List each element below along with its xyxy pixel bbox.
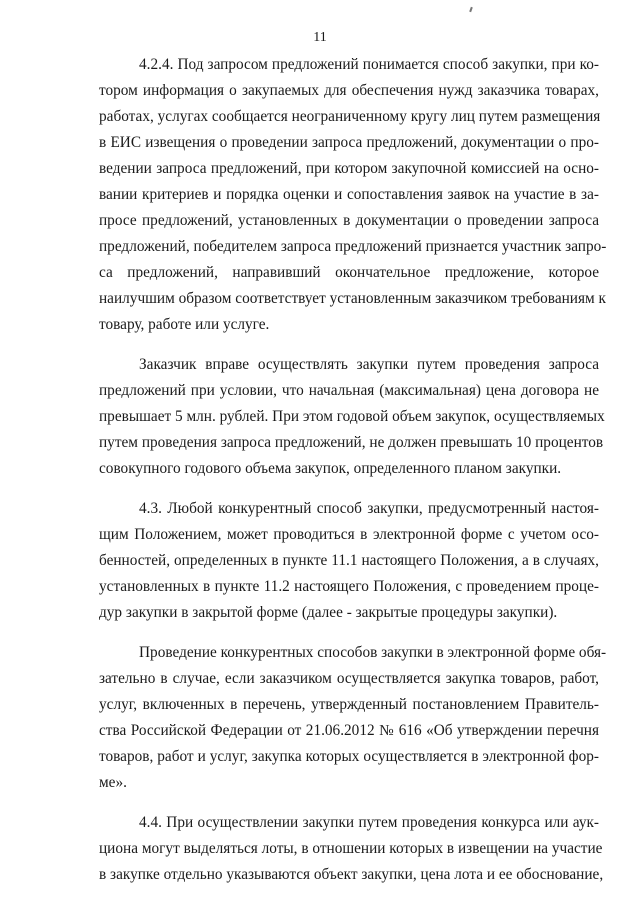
- text-line: тором информация о закупаемых для обеспечения нужд заказчика товарах,: [99, 82, 599, 99]
- paragraph-p-electronic: [99, 640, 607, 796]
- text-line: зательно в случае, если заказчиком осуществляется закупка товаров, работ,: [99, 670, 599, 687]
- page-number: 11: [313, 30, 327, 45]
- text-line: Заказчик вправе осуществлять закупки путем проведения запроса: [139, 356, 599, 373]
- text-line: предложений при условии, что начальная (максимальная) цена договора не: [99, 382, 599, 399]
- text-line: са предложений, направивший окончательное предложение, которое: [99, 264, 599, 281]
- text-line: установленных в пункте 11.2 настоящего Положения, с проведением проце-: [99, 578, 599, 595]
- text-line: просе предложений, установленных в документации о проведении запроса: [99, 212, 599, 229]
- text-line: товаров, работ и услуг, закупка которых осуществляется в электронной фор-: [99, 748, 599, 765]
- text-line: 4.3. Любой конкурентный способ закупки, предусмотренный настоя-: [139, 500, 599, 517]
- document-body: [99, 52, 607, 902]
- text-line: 4.2.4. Под запросом предложений понимается способ закупки, при ко-: [139, 56, 599, 73]
- text-line: циона могут выделяться лоты, в отношении которых в извещении на участие: [99, 840, 603, 857]
- text-line: в ЕИС извещения о проведении запроса предложений, документации о про-: [99, 134, 599, 151]
- paragraph-p-4-2-4: [99, 52, 607, 338]
- text-line: вании критериев и порядка оценки и сопоставления заявок на участие в за-: [99, 186, 599, 203]
- text-line: ме».: [99, 774, 127, 791]
- text-line: Проведение конкурентных способов закупки в электронной форме обя-: [139, 644, 607, 661]
- text-line: бенностей, определенных в пункте 11.1 настоящего Положения, а в случаях,: [99, 552, 599, 569]
- text-line: дур закупки в закрытой форме (далее - закрытые процедуры закупки).: [99, 604, 558, 621]
- paragraph-p-4-3: [99, 496, 599, 626]
- text-line: товару, работе или услуге.: [99, 316, 270, 333]
- text-line: путем проведения запроса предложений, не должен превышать 10 процентов: [99, 434, 604, 451]
- text-line: ведении запроса предложений, при котором закупочной комиссией на осно-: [99, 160, 599, 177]
- text-line: ства Российской Федерации от 21.06.2012 № 616 «Об утверждении перечня: [99, 722, 599, 739]
- scan-mark: [469, 7, 473, 12]
- text-line: работах, услугах сообщается неограниченному кругу лиц путем размещения: [99, 108, 601, 125]
- text-line: совокупного годового объема закупок, определенного планом закупки.: [99, 460, 562, 477]
- text-line: щим Положением, может проводиться в электронной форме с учетом осо-: [99, 526, 599, 543]
- text-line: наилучшим образом соответствует установленным заказчиком требованиям к: [99, 290, 606, 307]
- text-line: в закупке отдельно указываются объект закупки, цена лота и ее обоснование,: [99, 866, 604, 883]
- paragraph-p-customer-right: [99, 352, 605, 482]
- text-line: превышает 5 млн. рублей. При этом годовой объем закупок, осуществляемых: [99, 408, 605, 425]
- text-line: предложений, победителем запроса предложений признается участник запро-: [99, 238, 607, 255]
- text-line: 4.4. При осуществлении закупки путем проведения конкурса или аук-: [139, 814, 599, 831]
- text-line: услуг, включенных в перечень, утвержденный постановлением Правитель-: [99, 696, 599, 713]
- paragraph-p-4-4: [99, 810, 604, 888]
